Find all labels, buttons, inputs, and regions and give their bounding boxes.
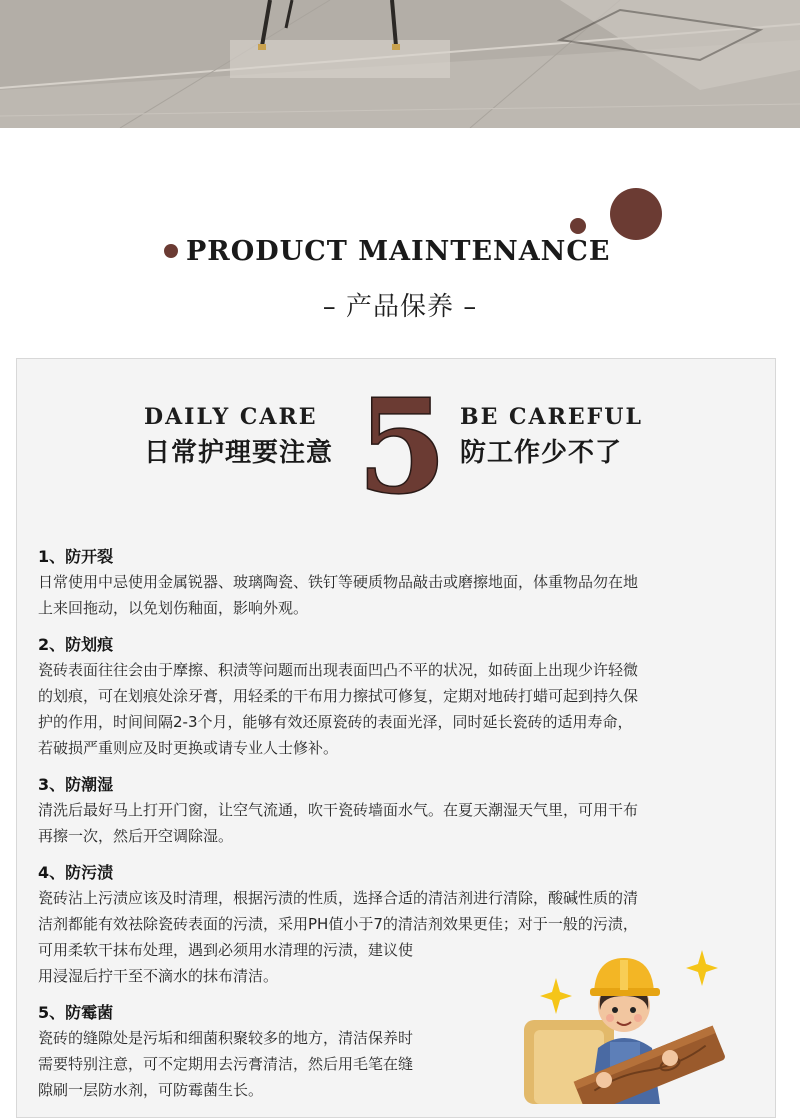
tip-title: 4、防污渍 — [38, 863, 114, 882]
tip-item — [38, 1001, 488, 1103]
tip-line: 瓷砖沾上污渍应该及时清理，根据污渍的性质，选择合适的清洁剂进行清除，酸碱性质的清 — [38, 889, 639, 907]
be-careful-chinese: 防工作少不了 — [460, 438, 623, 468]
tip-item — [38, 633, 758, 761]
worker-illustration — [520, 930, 760, 1104]
tip-line: 日常使用中忌使用金属锐器、玻璃陶瓷、铁钉等硬质物品敲击或磨擦地面，体重物品勿在地 — [38, 573, 639, 591]
heading-chinese: – 产品保养 – — [322, 292, 478, 322]
tip-line: 护的作用，时间间隔2-3个月，能够有效还原瓷砖的表面光泽，同时延长瓷砖的适用寿命， — [38, 713, 633, 731]
sparkle-icon — [540, 978, 572, 1014]
number-five-glyph: 5 — [356, 384, 448, 500]
tip-line: 再擦一次，然后开空调除湿。 — [38, 827, 234, 845]
tip-title: 3、防潮湿 — [38, 775, 114, 794]
tip-line: 用浸湿后拧干至不滴水的抹布清洁。 — [38, 967, 279, 985]
floor-photo-art — [0, 0, 800, 128]
tip-title: 1、防开裂 — [38, 547, 114, 566]
tip-line: 瓷砖的缝隙处是污垢和细菌积聚较多的地方，清洁保养时 — [38, 1029, 414, 1047]
tip-title: 5、防霉菌 — [38, 1003, 114, 1022]
tip-line: 若破损严重则应及时更换或请专业人士修补。 — [38, 739, 339, 757]
daily-care-english: DAILY CARE — [144, 404, 318, 430]
tip-line: 需要特别注意，可不定期用去污膏清洁，然后用毛笔在缝 — [38, 1055, 414, 1073]
tip-line: 清洗后最好马上打开门窗，让空气流通，吹干瓷砖墙面水气。在夏天潮湿天气里，可用干布 — [38, 801, 639, 819]
tip-line: 隙刷一层防水剂，可防霉菌生长。 — [38, 1081, 264, 1099]
tip-line: 瓷砖表面往往会由于摩擦、积渍等问题而出现表面凹凸不平的状况，如砖面上出现少许轻微 — [38, 661, 639, 679]
tip-line: 上来回拖动，以免划伤釉面，影响外观。 — [38, 599, 309, 617]
daily-care-chinese: 日常护理要注意 — [144, 438, 334, 468]
tip-line: 的划痕，可在划痕处涂牙膏，用轻柔的干布用力擦拭可修复，定期对地砖打蜡可起到持久保 — [38, 687, 639, 705]
hero-floor-photo — [0, 0, 800, 128]
tip-line: 洁剂都能有效祛除瓷砖表面的污渍，采用PH值小于7的清洁剂效果更佳；对于一般的污渍， — [38, 915, 638, 933]
tip-line: 可用柔软干抹布处理，遇到必须用水清理的污渍，建议使 — [38, 941, 414, 959]
tip-item — [38, 773, 758, 849]
be-careful-english: BE CAREFUL — [460, 404, 643, 430]
big-number-five — [352, 384, 452, 500]
tip-title: 2、防划痕 — [38, 635, 114, 654]
decor-dot-medium — [570, 218, 586, 234]
decor-dot-small — [164, 244, 178, 258]
decor-dot-large — [610, 188, 662, 240]
sparkle-icon — [686, 950, 718, 986]
tip-item — [38, 545, 758, 621]
heading-english: PRODUCT MAINTENANCE — [186, 236, 611, 267]
